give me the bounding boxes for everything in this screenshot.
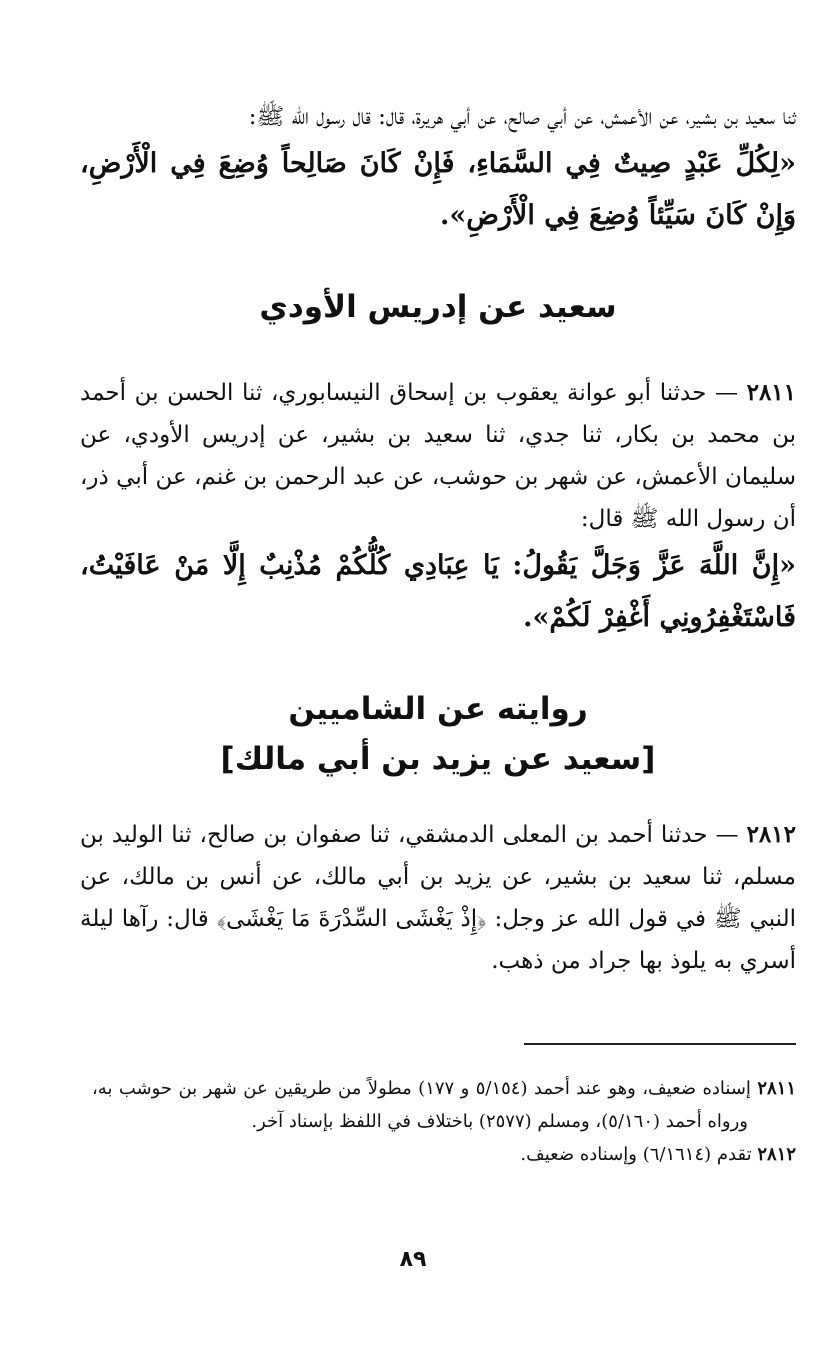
isnad-continuation: ثنا سعيد بن بشير، عن الأعمش، عن أبي صالح، عن أبي هريرة، قال: قال رسول الله ﷺ: <box>248 104 796 130</box>
hadith-isnad: حدثنا أحمد بن المعلى الدمشقي، ثنا صفوان بن صالح، ثنا الوليد بن مسلم، ثنا سعيد بن بشير، عن يزيد بن أبي مالك، عن أنس بن مالك، عن النبي ﷺ في قول الله عز وجل: ﴿إِذْ يَغْشَى السِّدْرَةَ مَا يَغْشَى﴾ قال: رآها ليلة أسري به يلوذ بها جراد من ذهب. <box>80 822 797 974</box>
footnote-text: تقدم (٦/١٦١٤) وإسناده ضعيف. <box>520 1144 752 1165</box>
section-heading: سعيد عن إدريس الأودي <box>259 289 617 325</box>
footnote-number: ٢٨١٢ <box>757 1144 796 1165</box>
footnote <box>92 1072 796 1138</box>
hadith-isnad: حدثنا أبو عوانة يعقوب بن إسحاق النيسابوري، ثنا الحسن بن أحمد بن محمد بن بكار، ثنا جدي، ثنا سعيد بن بشير، عن إدريس الأودي، عن سليمان الأعمش، عن شهر بن حوشب، عن عبد الرحمن بن غنم، عن أبي ذر، أن رسول الله ﷺ قال: <box>80 380 796 532</box>
footnote-divider <box>524 1043 796 1045</box>
hadith-2811: ٢٨١١ — حدثنا أبو عوانة يعقوب بن إسحاق النيسابوري، ثنا الحسن بن أحمد بن محمد بن بكار، ثنا جدي، ثنا سعيد بن بشير، عن إدريس الأودي، عن سليمان الأعمش، عن شهر بن حوشب، عن عبد الرحمن بن غنم، عن أبي ذر، أن رسول الله ﷺ قال: <box>80 379 797 532</box>
footnotes <box>92 1072 796 1171</box>
footnote <box>92 1138 796 1171</box>
hadith-number: ٢٨١١ <box>746 379 797 406</box>
hadith-number: ٢٨١٢ <box>746 821 796 848</box>
footnote-text: إسناده ضعيف، وهو عند أحمد (٥/١٥٤ و ١٧٧) مطولاً من طريقين عن شهر بن حوشب به، ورواه أحمد (٥/١٦٠)، ومسلم (٢٥٧٧) باختلاف في اللفظ بإسناد آخر. <box>92 1078 751 1132</box>
hadith-2812: ٢٨١٢ — حدثنا أحمد بن المعلى الدمشقي، ثنا صفوان بن صالح، ثنا الوليد بن مسلم، ثنا سعيد بن بشير، عن يزيد بن أبي مالك، عن أنس بن مالك، عن النبي ﷺ في قول الله عز وجل: ﴿إِذْ يَغْشَى السِّدْرَةَ مَا يَغْشَى﴾ قال: رآها ليلة أسري به يلوذ بها جراد من ذهب. <box>80 821 797 974</box>
footnote-number: ٢٨١١ <box>757 1078 796 1099</box>
section-subheading: [سعيد عن يزيد بن أبي مالك] <box>220 741 656 777</box>
hadith-text: «إِنَّ اللَّهَ عَزَّ وَجَلَّ يَقُولُ: يَا عِبَادِي كُلُّكُمْ مُذْنِبٌ إِلَّا مَنْ عَافَيْتُ، فَاسْتَغْفِرُونِي أَغْفِرْ لَكُمْ». <box>80 550 796 633</box>
hadith-text: «لِكُلِّ عَبْدٍ صِيتٌ فِي السَّمَاءِ، فَإِنْ كَانَ صَالِحاً وُضِعَ فِي الْأَرْضِ، وَإِنْ كَانَ سَيِّئاً وُضِعَ فِي الْأَرْضِ». <box>80 148 796 231</box>
page-number: ٨٩ <box>399 1247 427 1272</box>
section-heading: روايته عن الشاميين <box>288 691 588 727</box>
